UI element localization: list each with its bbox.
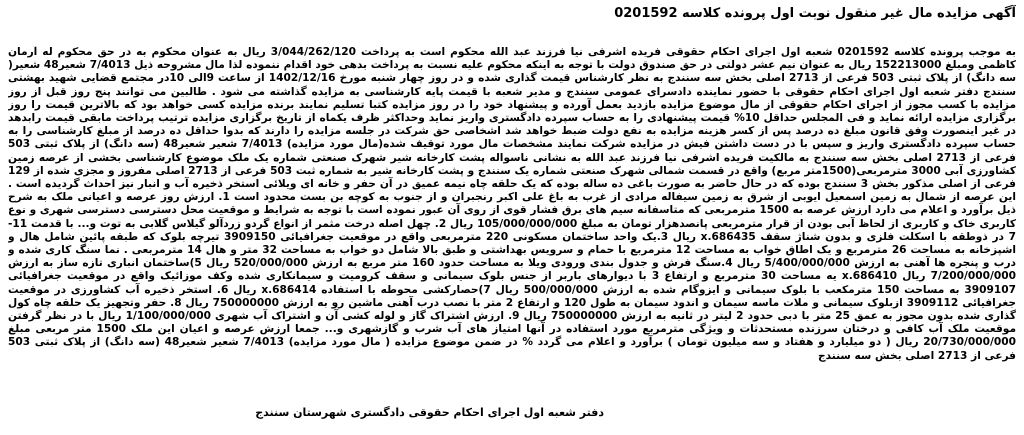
notice-title: آگهی مزایده مال غیر منقول نوبت اول پرونده کلاسه 0201592	[614, 6, 1016, 21]
notice-signature: دفتر شعبه اول اجرای احکام حقوقی دادگستری شهرستان سنندج	[255, 406, 604, 419]
notice-body: به موجب پرونده کلاسه 0201592 شعبه اول اجرای احکام حقوقی فریده اشرفی نیا فرزند عبد الله محکوم است به پرداخت 3/044/262/120 ریال به عنوان محکوم به در حق محکوم له آرمان کاظمی ومبلغ 152213000 ریال به عنوان نیم عشر دولتی در حق صندوق دولت با توجه به اینکه محکوم علیه نسبت به پرداخت بدهی خود اقدام ننموده لذا مال مشروحه ذیل 7/4013 شعیر48 شعیر( سه دانگ) از پلاک ثبتی 503 فرعی از 2713 اصلی بخش سه سنندج به نظر کارشناس قیمت گذاری شده و در روز چهار شنبه مورخ 1402/12/16 از ساعت 9الی 10در مجتمع قضایی شهید بهشتی سنندج دفتر شعبه اول اجرای احکام حقوقی با حضور نماینده دادسرای عمومی سنندج و مدیر شعبه با قیمت پایه کارشناسی به مزایده گذاشته می شود . طالبین می توانند پنج روز قبل از روز مزایده با کسب مجوز از اجرای احکام حقوقی از مال موضوع مزایده بازدید بعمل آورده و پیشنهاد خود را در روز مزایده کتبا تسلیم نمایند برنده مزایده کسی خواهد بود که بالاترین قیمت را روز برگزاری مزایده ارائه نماید و فی المجلس حداقل 10% قیمت پیشنهادی را به حساب سپرده دادگستری واریز نماید وحداکثر ظرف یکماه از تاریخ برگزاری مزایده ترتیب پرداخت مابقی قیمت رابدهد در غیر اینصورت وفق قانون مبلغ ده درصد پس از کسر هزینه مزایده به نفع دولت ضبط خواهد شد اشخاصی حق شرکت در جلسه مزایده را دارند که بدوا حداقل ده درصد از مبلغ کارشناسی را به حساب سپرده دادگستری واریز و سپس با در دست داشتن فیش در مزایده شرکت نمایند مشخصات مال مورد توقیف شده(مال مورد مزایده) 7/4013 شعیر شعیر48 (سه دانگ) از پلاک ثبتی 503 فرعی از 2713 اصلی بخش سه سنندج به مالکیت فریده اشرفی نیا فرزند عبد الله به نشانی ناسواله پشت کارخانه شیر شهرک صنعتی شماره یک ملک موضوع کارشناسی بخشی از عرصه زمین کشاورزی آبی 3000 مترمربعی(1500متر مربع) واقع در قسمت شمالی شهرک صنعتی شماره یک سنندج و پشت کارخانه شیر به شماره ثبت 503 فرعی از 2713 اصلی مفروز و مجزی شده از 129 فرعی از اصلی مذکور بخش 3 سنندج بوده که در حال حاضر به صورت باغی ده ساله بوده که یک حلقه چاه نیمه عمیق در آن حفر و خانه ای ویلائی استخر ذخیره آب و انبار نیز احداث گردیده است . این عرصه از شمال به زمین اسمعیل ایوبی از شرق به زمین سیفاله مرادی از غرب به باغ علی اکبر رنجبران و از جنوب به کوچه بن بست محدود است 1. ارزش روز عرصه و اعیانی ملک به شرح ذیل برآورد و اعلام می دارد ارزش عرصه به 1500 مترمربعی که متاسفانه سیم های برق فشار قوی از روی آن عبور نموده است با توجه به شرایط و موقعیت محل دسترسی دسترسی شهری و نوع کاربری خاک و کاربری از لحاظ آبی بودن از قرار مترمربعی پانصدهزار تومان به مبلغ 105/000/000/000 ریال 2. چهل اصله درخت مثمر از انواع گردو زردآلو گیلاس گلابی به توت و... با قدمت 11- 7 در ذوطقه با اسکلت فلزی و بدون شناژ سقف x.686435 ریال 3.یک واحد ساختمان مسکونی 220 مترمربعی واقع در موقعیت جغرافیائی 3909150 تیرچه بلوک که طبقه پائین شامل هال و اشپزخانه به مساحت 26 مترمربع و یک اطاق خواب به مساحت 12 مترمربع با حمام و سرویس بهداشتی و طبق بالا شامل دو خواب به مساحت 32 متر و هال 14 مترمربعی . نما سنگ کاری شده و درب و پنجره ها آهنی به ارزش 5/400/000/000 ریال 4.سنگ فرش و جدول بندی ورودی ویلا به مساحت حدود 160 متر مربع به ارزش 520/000/000 ریال 5)ساختمان انباری تازه ساز به ارزش 7/200/000/000 ریال x.686410 یه مساحت 30 مترمربع و ارتفاع 3 با دیوارهای باربر از جنس بلوک سیمانی و سقف کرومیت و سیمانکاری شده وکف موزائیک واقع در موقعیت جغرافیائی 3909107 به مساحت 150 مترمکعب با بلوک سیمانی و ایزوگام شده به ارزش 500/000/000 ریال 7)حصارکشی محوطه با استفاده x.686414 ریال 6. استخر ذخیره آب کشاورزی در موقعیت جغرافیائی 3909112 ازبلوک سیمانی و ملات ماسه سیمان و اندود سیمان به طول 120 و ارتفاع 2 متر با نصب درب آهنی ماشین رو به ارزش 750000000 ریال 8. حفر وتجهیز یک حلقه چاه کول گذاری شده بدون مجوز به عمق 25 متر با دبی حدود 2 لیتر در ثانیه به ارزش 750000000 ریال 9. ارزش اشتراک گاز و لوله کشی آن و اشتراک آب شهری 1/100/000/000 ریال با در نظر گرفتن موقعیت ملک آب کافی و درختان سرزنده مستحدثات و ویژگی مترمربع مورد استفاده در آنها امتیاز های آب شرب و گازشهری و... جمعا ارزش عرصه و اعیان این ملک 1500 متر مربعی مبلغ 20/730/000/000 ریال ( دو میلیارد و هفتاد و سه میلیون تومان ) برآورد و اعلام می گردد % در ضمن موضوع مزایده ( مال مورد مزایده) 7/4013 شعیر شعیر48 (سه دانگ) از پلاک ثبتی 503 فرعی از 2713 اصلی بخش سه سنندج	[8, 46, 1016, 362]
